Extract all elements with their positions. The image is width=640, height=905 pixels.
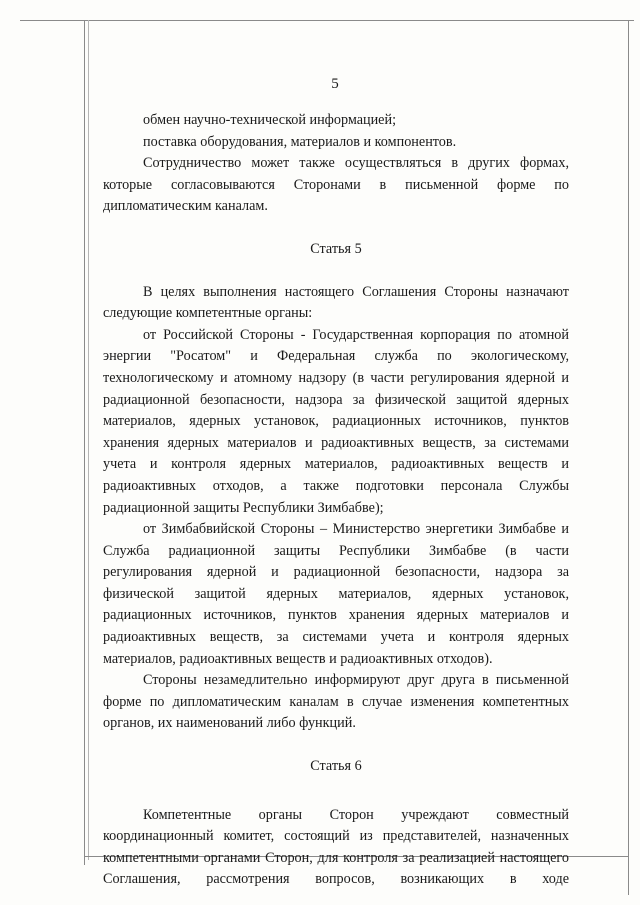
page-number: 5	[331, 76, 339, 92]
article-5-heading: Статья 5	[310, 240, 362, 257]
paragraph-other-forms: Сотрудничество может также осуществляться в других формах, которые согласовываются Сторонами в письменной форме по дипломатическим каналам.	[103, 155, 569, 215]
page-border-left	[84, 20, 85, 865]
paragraph-info-exchange: обмен научно-технической информацией;	[143, 112, 397, 128]
paragraph-notification: Стороны незамедлительно информируют друг друга в письменной форме по дипломатическим каналам в случае изменения компетентных органов, их наименований либо функций.	[103, 672, 569, 732]
paragraph-equipment-supply: поставка оборудования, материалов и компонентов.	[143, 133, 457, 150]
page-border-top	[20, 20, 634, 21]
paragraph-coordination-committee: Компетентные органы Сторон учреждают совместный координационный комитет, состоящий из представителей, назначенных компетентными органами Сторон, для контроля за реализацией настоящего Соглашения, рассмотрения вопросов, возникающих в ходе	[103, 806, 569, 888]
page-border-left-inner	[88, 20, 89, 860]
page-border-right	[628, 20, 629, 895]
article-6-heading: Статья 6	[310, 758, 362, 775]
paragraph-zimbabwe-side: от Зимбабвийской Стороны – Министерство энергетики Зимбабве и Служба радиационной защиты Республики Зимбабве (в части регулирования ядерной и радиационной безопасности, надзора за физической защитой ядерных материалов, ядерных установок, радиационных источников, пунктов хранения ядерных материалов и радиоактивных веществ, за системами учета и контроля ядерных материалов, радиоактивных веществ и радиоактивных отходов).	[103, 521, 569, 667]
document-body	[103, 110, 569, 891]
paragraph-russian-side: от Российской Стороны - Государственная корпорация по атомной энергии "Росатом" и Федеральная служба по экологическому, технологическому и атомному надзору (в части регулирования ядерной и радиационной безопасности, надзора за физической защитой ядерных материалов, ядерных установок, радиационных источников, пунктов хранения ядерных материалов и радиоактивных веществ, за системами учета и контроля ядерных материалов, радиоактивных веществ и радиоактивных отходов, а также подготовки персонала Службы радиационной защиты Республики Зимбабве);	[103, 326, 569, 516]
paragraph-competent-authorities: В целях выполнения настоящего Соглашения Стороны назначают следующие компетентные органы:	[103, 283, 569, 322]
